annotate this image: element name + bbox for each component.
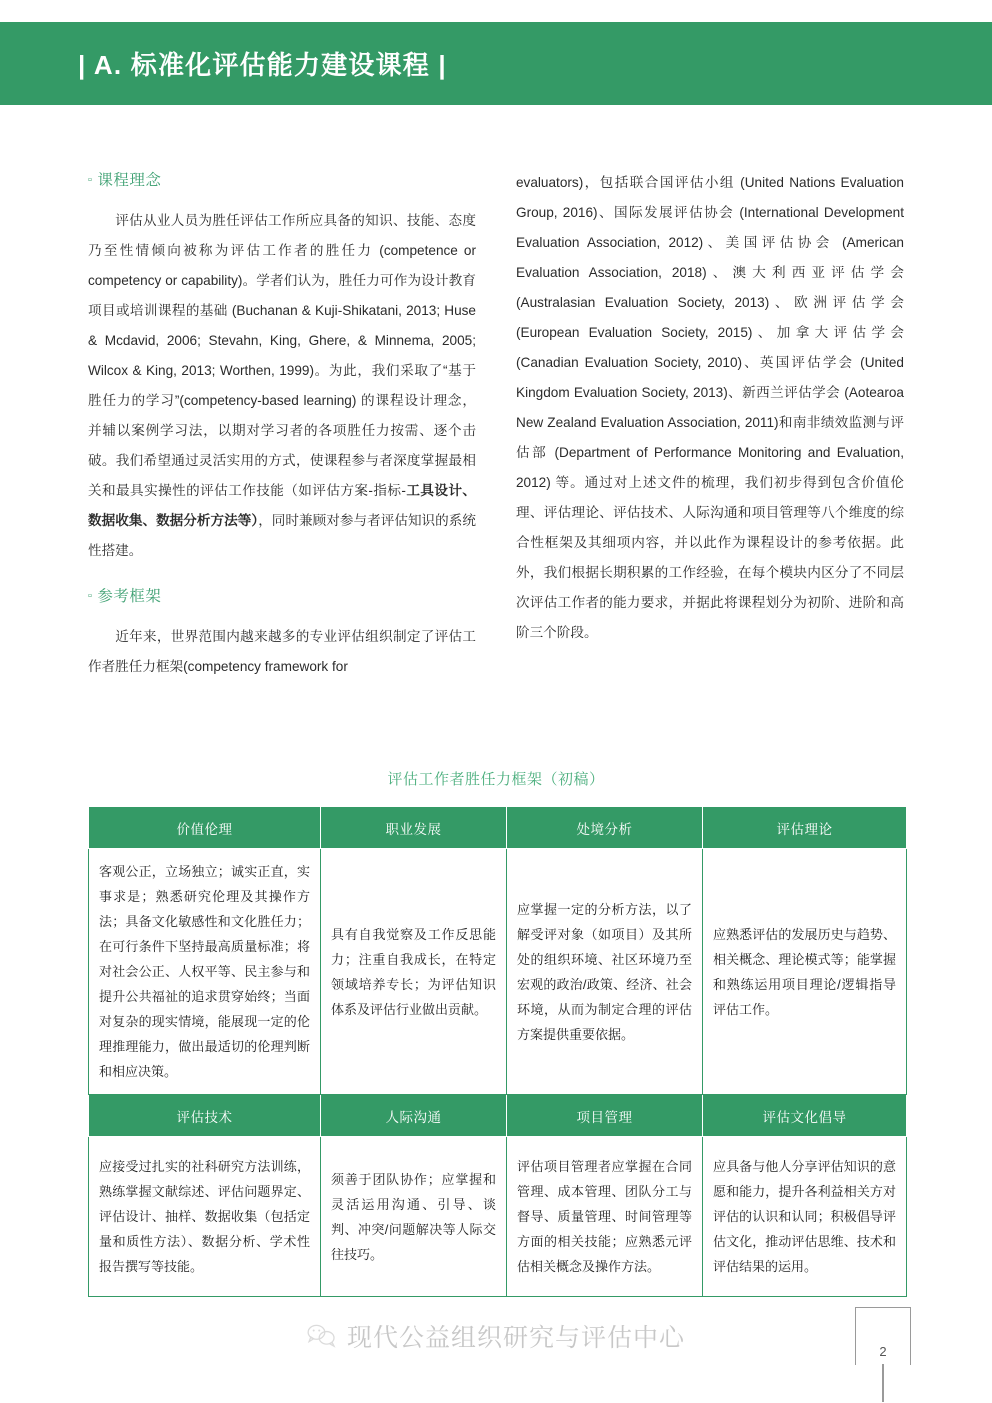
page-header-banner — [0, 22, 992, 105]
page-number: 2 — [879, 1344, 887, 1359]
table-cell-eval-technique: 应接受过扎实的社科研究方法训练，熟练掌握文献综述、评估问题界定、评估设计、抽样、数据收集（包括定量和质性方法）、数据分析、学术性报告撰写等技能。 — [89, 1137, 321, 1297]
column-header-eval-theory: 评估理论 — [703, 807, 907, 849]
section-heading-label: 课程理念 — [97, 172, 162, 189]
table-cell-interpersonal: 须善于团队协作；应掌握和灵活运用沟通、引导、谈判、冲突/问题解决等人际交往技巧。 — [321, 1137, 507, 1297]
table-cell-career-dev: 具有自我觉察及工作反思能力；注重自我成长，在特定领域培养专长；为评估知识体系及评估行业做出贡献。 — [321, 849, 507, 1095]
column-header-career-dev: 职业发展 — [321, 807, 507, 849]
column-header-project-mgmt: 项目管理 — [507, 1095, 703, 1137]
table-cell-context-analysis: 应掌握一定的分析方法，以了解受评对象（如项目）及其所处的组织环境、社区环境乃至宏观的政治/政策、经济、社会环境，从而为制定合理的评估方案提供重要依据。 — [507, 849, 703, 1095]
paragraph-evaluator-organizations: evaluators)，包括联合国评估小组 (United Nations Evaluation Group, 2016)、国际发展评估协会 (International Development Evaluation Association, 2012)、美国评估协会 (American Evaluation Association, 2018)、澳大利西亚评估学会 (Australasian Evaluation Society, 2013)、欧洲评估学会 (European Evaluation Society, 2015)、加拿大评估学会 (Canadian Evaluation Society, 2010)、英国评估学会 (United Kingdom Evaluation Society, 2013)、新西兰评估学会 (Aotearoa New Zealand Evaluation Association, 2011)和南非绩效监测与评估部 (Department of Performance Monitoring and Evaluation, 2012) 等。通过对上述文件的梳理，我们初步得到包含价值伦理、评估理论、评估技术、人际沟通和项目管理等八个维度的综合性框架及其细项内容，并以此作为课程设计的参考依据。此外，我们根据长期积累的工作经验，在每个模块内区分了不同层次评估工作者的能力要求，并据此将课程划分为初阶、进阶和高阶三个阶段。 — [516, 175, 904, 640]
paragraph-reference-framework: 近年来，世界范围内越来越多的专业评估组织制定了评估工作者胜任力框架(competency framework for — [88, 629, 476, 674]
page-number-stem — [882, 1364, 884, 1402]
paragraph-text-bold: 工具设计、数据收集、数据分析方法等） — [88, 483, 477, 528]
table-caption: 评估工作者胜任力框架（初稿） — [387, 771, 605, 788]
left-column — [88, 168, 476, 698]
paragraph-text-part2: ，同时兼顾对参与者评估知识的系统性搭建。 — [88, 513, 476, 558]
square-bullet-icon: ▫ — [88, 590, 93, 602]
paragraph-course-philosophy — [88, 206, 476, 566]
table-row — [89, 849, 907, 1095]
square-bullet-icon: ▫ — [88, 174, 93, 186]
page-title: | A. 标准化评估能力建设课程 | — [78, 50, 447, 80]
table-header-row-2 — [89, 1095, 907, 1137]
column-header-eval-culture: 评估文化倡导 — [703, 1095, 907, 1137]
table-head-group-1 — [89, 807, 907, 849]
section-heading-reference-framework — [88, 584, 476, 606]
competency-framework-table — [88, 806, 907, 1297]
table-row — [89, 1137, 907, 1297]
right-column — [516, 168, 904, 698]
column-header-eval-technique: 评估技术 — [89, 1095, 321, 1137]
section-heading-label: 参考框架 — [97, 588, 162, 605]
column-header-value-ethics: 价值伦理 — [89, 807, 321, 849]
page-number-box — [855, 1307, 911, 1365]
column-header-interpersonal: 人际沟通 — [321, 1095, 507, 1137]
article-columns — [0, 168, 992, 698]
table-cell-eval-theory: 应熟悉评估的发展历史与趋势、相关概念、理论模式等；能掌握和熟练运用项目理论/逻辑指导评估工作。 — [703, 849, 907, 1095]
footer-watermark — [0, 1318, 992, 1354]
table-cell-value-ethics: 客观公正，立场独立；诚实正直，实事求是；熟悉研究伦理及其操作方法；具备文化敏感性和文化胜任力；在可行条件下坚持最高质量标准；将对社会公正、人权平等、民主参与和提升公共福祉的追求贯穿始终；当面对复杂的现实情境，能展现一定的伦理推理能力，做出最适切的伦理判断和相应决策。 — [89, 849, 321, 1095]
section-heading-course-philosophy — [88, 168, 476, 190]
wechat-icon — [307, 1324, 337, 1348]
column-header-context-analysis: 处境分析 — [507, 807, 703, 849]
table-body-group-1 — [89, 849, 907, 1095]
table-cell-project-mgmt: 评估项目管理者应掌握在合同管理、成本管理、团队分工与督导、质量管理、时间管理等方面的相关技能；应熟悉元评估相关概念及操作方法。 — [507, 1137, 703, 1297]
table-head-group-2 — [89, 1095, 907, 1137]
watermark-label: 现代公益组织研究与评估中心 — [346, 1324, 685, 1352]
table-cell-eval-culture: 应具备与他人分享评估知识的意愿和能力，提升各利益相关方对评估的认识和认同；积极倡导评估文化，推动评估思维、技术和评估结果的运用。 — [703, 1137, 907, 1297]
paragraph-text-part1: 评估从业人员为胜任评估工作所应具备的知识、技能、态度乃至性情倾向被称为评估工作者的胜任力 (competence or competency or capability)。学者们认为，胜任力可作为设计教育项目或培训课程的基础 (Buchanan & Kuji-Shikatani, 2013; Huse & Mcdavid, 2006; Stevahn, King, Ghere, & Minnema, 2005; Wilcox & King, 2013; Worthen, 1999)。为此，我们采取了“基于胜任力的学习”(competency-based learning) 的课程设计理念，并辅以案例学习法，以期对学习者的各项胜任力按需、逐个击破。我们希望通过灵活实用的方式，使课程参与者深度掌握最相关和最具实操性的评估工作技能（如评估方案-指标- — [88, 213, 476, 498]
table-header-row-1 — [89, 807, 907, 849]
table-body-group-2 — [89, 1137, 907, 1297]
